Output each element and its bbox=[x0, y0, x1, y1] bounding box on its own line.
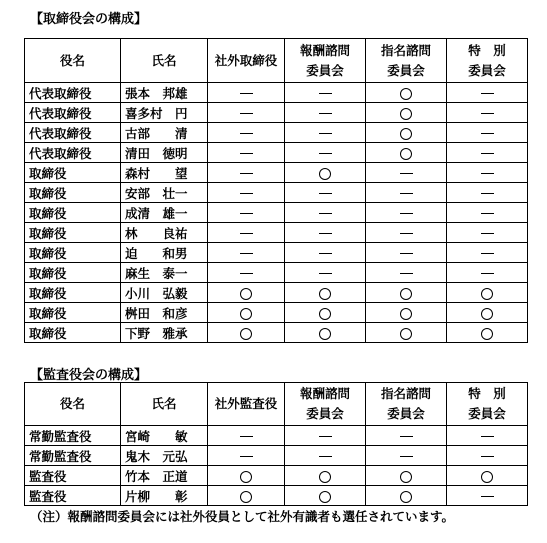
mark-cell bbox=[285, 466, 366, 486]
dash-mark-icon bbox=[240, 173, 253, 174]
mark-cell bbox=[285, 486, 366, 506]
board-section-title: 【取締役会の構成】 bbox=[30, 12, 148, 27]
name-cell: 清田 徳明 bbox=[121, 143, 208, 163]
dash-mark-icon bbox=[240, 456, 253, 457]
role-cell: 代表取締役 bbox=[25, 103, 121, 123]
dash-mark-icon bbox=[319, 456, 332, 457]
mark-cell bbox=[208, 486, 285, 506]
circle-mark-icon bbox=[400, 308, 412, 320]
circle-mark-icon bbox=[319, 288, 331, 300]
mark-cell bbox=[366, 466, 447, 486]
name-cell: 宮崎 敏 bbox=[121, 426, 208, 446]
table-row bbox=[25, 163, 528, 183]
mark-cell bbox=[208, 243, 285, 263]
circle-mark-icon bbox=[481, 288, 493, 300]
mark-cell bbox=[447, 143, 528, 163]
dash-mark-icon bbox=[481, 233, 494, 234]
mark-cell bbox=[366, 103, 447, 123]
name-cell: 成清 雄一 bbox=[121, 203, 208, 223]
table-row bbox=[25, 283, 528, 303]
mark-cell bbox=[208, 303, 285, 323]
mark-cell bbox=[366, 486, 447, 506]
mark-cell bbox=[285, 426, 366, 446]
mark-cell bbox=[208, 466, 285, 486]
table-row bbox=[25, 486, 528, 506]
mark-cell bbox=[208, 283, 285, 303]
dash-mark-icon bbox=[240, 436, 253, 437]
mark-cell bbox=[447, 323, 528, 343]
mark-cell bbox=[208, 203, 285, 223]
dash-mark-icon bbox=[400, 213, 413, 214]
mark-cell bbox=[285, 263, 366, 283]
role-cell: 取締役 bbox=[25, 203, 121, 223]
dash-mark-icon bbox=[481, 253, 494, 254]
dash-mark-icon bbox=[400, 233, 413, 234]
mark-cell bbox=[366, 203, 447, 223]
mark-cell bbox=[208, 103, 285, 123]
dash-mark-icon bbox=[319, 93, 332, 94]
dash-mark-icon bbox=[400, 253, 413, 254]
circle-mark-icon bbox=[400, 288, 412, 300]
dash-mark-icon bbox=[319, 253, 332, 254]
role-cell: 取締役 bbox=[25, 323, 121, 343]
name-cell: 片柳 彰 bbox=[121, 486, 208, 506]
mark-cell bbox=[366, 243, 447, 263]
mark-cell bbox=[285, 183, 366, 203]
role-cell: 取締役 bbox=[25, 223, 121, 243]
table-row bbox=[25, 446, 528, 466]
mark-cell bbox=[285, 446, 366, 466]
role-cell: 取締役 bbox=[25, 263, 121, 283]
name-cell: 迫 和男 bbox=[121, 243, 208, 263]
role-cell: 代表取締役 bbox=[25, 143, 121, 163]
mark-cell bbox=[208, 323, 285, 343]
dash-mark-icon bbox=[481, 496, 494, 497]
mark-cell bbox=[366, 183, 447, 203]
table-row bbox=[25, 123, 528, 143]
header-role: 役名 bbox=[25, 39, 121, 83]
circle-mark-icon bbox=[240, 328, 252, 340]
role-cell: 取締役 bbox=[25, 283, 121, 303]
mark-cell bbox=[447, 263, 528, 283]
circle-mark-icon bbox=[240, 471, 252, 483]
circle-mark-icon bbox=[400, 148, 412, 160]
mark-cell bbox=[285, 243, 366, 263]
mark-cell bbox=[208, 223, 285, 243]
mark-cell bbox=[366, 263, 447, 283]
dash-mark-icon bbox=[240, 93, 253, 94]
dash-mark-icon bbox=[240, 253, 253, 254]
circle-mark-icon bbox=[481, 308, 493, 320]
table-row bbox=[25, 103, 528, 123]
dash-mark-icon bbox=[400, 436, 413, 437]
name-cell: 林 良祐 bbox=[121, 223, 208, 243]
mark-cell bbox=[285, 83, 366, 103]
dash-mark-icon bbox=[240, 233, 253, 234]
dash-mark-icon bbox=[400, 273, 413, 274]
header-outside-director: 社外取締役 bbox=[208, 39, 285, 83]
mark-cell bbox=[447, 83, 528, 103]
dash-mark-icon bbox=[481, 173, 494, 174]
mark-cell bbox=[447, 183, 528, 203]
table-row bbox=[25, 263, 528, 283]
mark-cell bbox=[447, 446, 528, 466]
mark-cell bbox=[208, 143, 285, 163]
circle-mark-icon bbox=[400, 471, 412, 483]
dash-mark-icon bbox=[319, 273, 332, 274]
mark-cell bbox=[366, 426, 447, 446]
name-cell: 森村 望 bbox=[121, 163, 208, 183]
mark-cell bbox=[285, 203, 366, 223]
dash-mark-icon bbox=[319, 233, 332, 234]
audit-header-row bbox=[25, 383, 528, 426]
dash-mark-icon bbox=[319, 213, 332, 214]
table-row bbox=[25, 203, 528, 223]
circle-mark-icon bbox=[319, 168, 331, 180]
dash-mark-icon bbox=[481, 273, 494, 274]
dash-mark-icon bbox=[319, 113, 332, 114]
dash-mark-icon bbox=[481, 113, 494, 114]
dash-mark-icon bbox=[240, 153, 253, 154]
name-cell: 桝田 和彦 bbox=[121, 303, 208, 323]
mark-cell bbox=[447, 466, 528, 486]
mark-cell bbox=[447, 103, 528, 123]
mark-cell bbox=[285, 123, 366, 143]
footnote: （注）報酬諮問委員会には社外役員として社外有識者も選任されています。 bbox=[30, 509, 455, 524]
circle-mark-icon bbox=[319, 471, 331, 483]
dash-mark-icon bbox=[240, 113, 253, 114]
name-cell: 張本 邦雄 bbox=[121, 83, 208, 103]
mark-cell bbox=[366, 303, 447, 323]
header-special-committee: 特 別 委員会 bbox=[447, 383, 528, 426]
name-cell: 竹本 正道 bbox=[121, 466, 208, 486]
table-row bbox=[25, 323, 528, 343]
mark-cell bbox=[366, 283, 447, 303]
dash-mark-icon bbox=[481, 93, 494, 94]
dash-mark-icon bbox=[240, 133, 253, 134]
audit-composition-table bbox=[24, 382, 528, 506]
header-outside-auditor: 社外監査役 bbox=[208, 383, 285, 426]
dash-mark-icon bbox=[319, 436, 332, 437]
role-cell: 常勤監査役 bbox=[25, 446, 121, 466]
dash-mark-icon bbox=[319, 133, 332, 134]
role-cell: 取締役 bbox=[25, 183, 121, 203]
name-cell: 下野 雅承 bbox=[121, 323, 208, 343]
mark-cell bbox=[366, 123, 447, 143]
mark-cell bbox=[366, 83, 447, 103]
role-cell: 取締役 bbox=[25, 303, 121, 323]
circle-mark-icon bbox=[400, 88, 412, 100]
header-role: 役名 bbox=[25, 383, 121, 426]
dash-mark-icon bbox=[400, 193, 413, 194]
circle-mark-icon bbox=[240, 491, 252, 503]
dash-mark-icon bbox=[319, 153, 332, 154]
circle-mark-icon bbox=[400, 108, 412, 120]
audit-section-title: 【監査役会の構成】 bbox=[30, 368, 148, 383]
mark-cell bbox=[447, 223, 528, 243]
mark-cell bbox=[285, 323, 366, 343]
mark-cell bbox=[208, 83, 285, 103]
header-compensation-committee: 報酬諮問 委員会 bbox=[285, 39, 366, 83]
name-cell: 鬼木 元弘 bbox=[121, 446, 208, 466]
circle-mark-icon bbox=[481, 328, 493, 340]
table-row bbox=[25, 466, 528, 486]
dash-mark-icon bbox=[240, 213, 253, 214]
mark-cell bbox=[285, 103, 366, 123]
dash-mark-icon bbox=[240, 273, 253, 274]
name-cell: 麻生 泰一 bbox=[121, 263, 208, 283]
mark-cell bbox=[285, 283, 366, 303]
mark-cell bbox=[285, 223, 366, 243]
mark-cell bbox=[208, 263, 285, 283]
table-row bbox=[25, 83, 528, 103]
header-compensation-committee: 報酬諮問 委員会 bbox=[285, 383, 366, 426]
table-row bbox=[25, 426, 528, 446]
mark-cell bbox=[208, 426, 285, 446]
circle-mark-icon bbox=[240, 308, 252, 320]
dash-mark-icon bbox=[481, 153, 494, 154]
dash-mark-icon bbox=[240, 193, 253, 194]
mark-cell bbox=[366, 143, 447, 163]
header-name: 氏名 bbox=[121, 39, 208, 83]
role-cell: 取締役 bbox=[25, 163, 121, 183]
mark-cell bbox=[366, 446, 447, 466]
dash-mark-icon bbox=[319, 193, 332, 194]
board-header-row bbox=[25, 39, 528, 83]
role-cell: 取締役 bbox=[25, 243, 121, 263]
name-cell: 喜多村 円 bbox=[121, 103, 208, 123]
table-row bbox=[25, 223, 528, 243]
mark-cell bbox=[447, 426, 528, 446]
circle-mark-icon bbox=[400, 491, 412, 503]
header-nomination-committee: 指名諮問 委員会 bbox=[366, 383, 447, 426]
table-row bbox=[25, 243, 528, 263]
table-row bbox=[25, 183, 528, 203]
mark-cell bbox=[447, 243, 528, 263]
role-cell: 監査役 bbox=[25, 466, 121, 486]
dash-mark-icon bbox=[481, 456, 494, 457]
dash-mark-icon bbox=[400, 456, 413, 457]
header-nomination-committee: 指名諮問 委員会 bbox=[366, 39, 447, 83]
role-cell: 代表取締役 bbox=[25, 83, 121, 103]
mark-cell bbox=[447, 283, 528, 303]
mark-cell bbox=[208, 183, 285, 203]
circle-mark-icon bbox=[319, 308, 331, 320]
mark-cell bbox=[447, 486, 528, 506]
dash-mark-icon bbox=[481, 133, 494, 134]
role-cell: 代表取締役 bbox=[25, 123, 121, 143]
circle-mark-icon bbox=[319, 328, 331, 340]
mark-cell bbox=[366, 163, 447, 183]
mark-cell bbox=[447, 123, 528, 143]
circle-mark-icon bbox=[240, 288, 252, 300]
circle-mark-icon bbox=[400, 328, 412, 340]
table-row bbox=[25, 303, 528, 323]
board-composition-table bbox=[24, 38, 528, 343]
circle-mark-icon bbox=[319, 491, 331, 503]
mark-cell bbox=[208, 446, 285, 466]
dash-mark-icon bbox=[481, 213, 494, 214]
mark-cell bbox=[285, 143, 366, 163]
circle-mark-icon bbox=[481, 471, 493, 483]
role-cell: 監査役 bbox=[25, 486, 121, 506]
table-row bbox=[25, 143, 528, 163]
circle-mark-icon bbox=[400, 128, 412, 140]
mark-cell bbox=[208, 163, 285, 183]
mark-cell bbox=[447, 163, 528, 183]
mark-cell bbox=[285, 163, 366, 183]
name-cell: 小川 弘毅 bbox=[121, 283, 208, 303]
role-cell: 常勤監査役 bbox=[25, 426, 121, 446]
mark-cell bbox=[447, 303, 528, 323]
dash-mark-icon bbox=[481, 436, 494, 437]
mark-cell bbox=[208, 123, 285, 143]
dash-mark-icon bbox=[400, 173, 413, 174]
mark-cell bbox=[366, 323, 447, 343]
header-special-committee: 特 別 委員会 bbox=[447, 39, 528, 83]
header-name: 氏名 bbox=[121, 383, 208, 426]
name-cell: 安部 壮一 bbox=[121, 183, 208, 203]
mark-cell bbox=[366, 223, 447, 243]
mark-cell bbox=[285, 303, 366, 323]
mark-cell bbox=[447, 203, 528, 223]
dash-mark-icon bbox=[481, 193, 494, 194]
name-cell: 古部 清 bbox=[121, 123, 208, 143]
